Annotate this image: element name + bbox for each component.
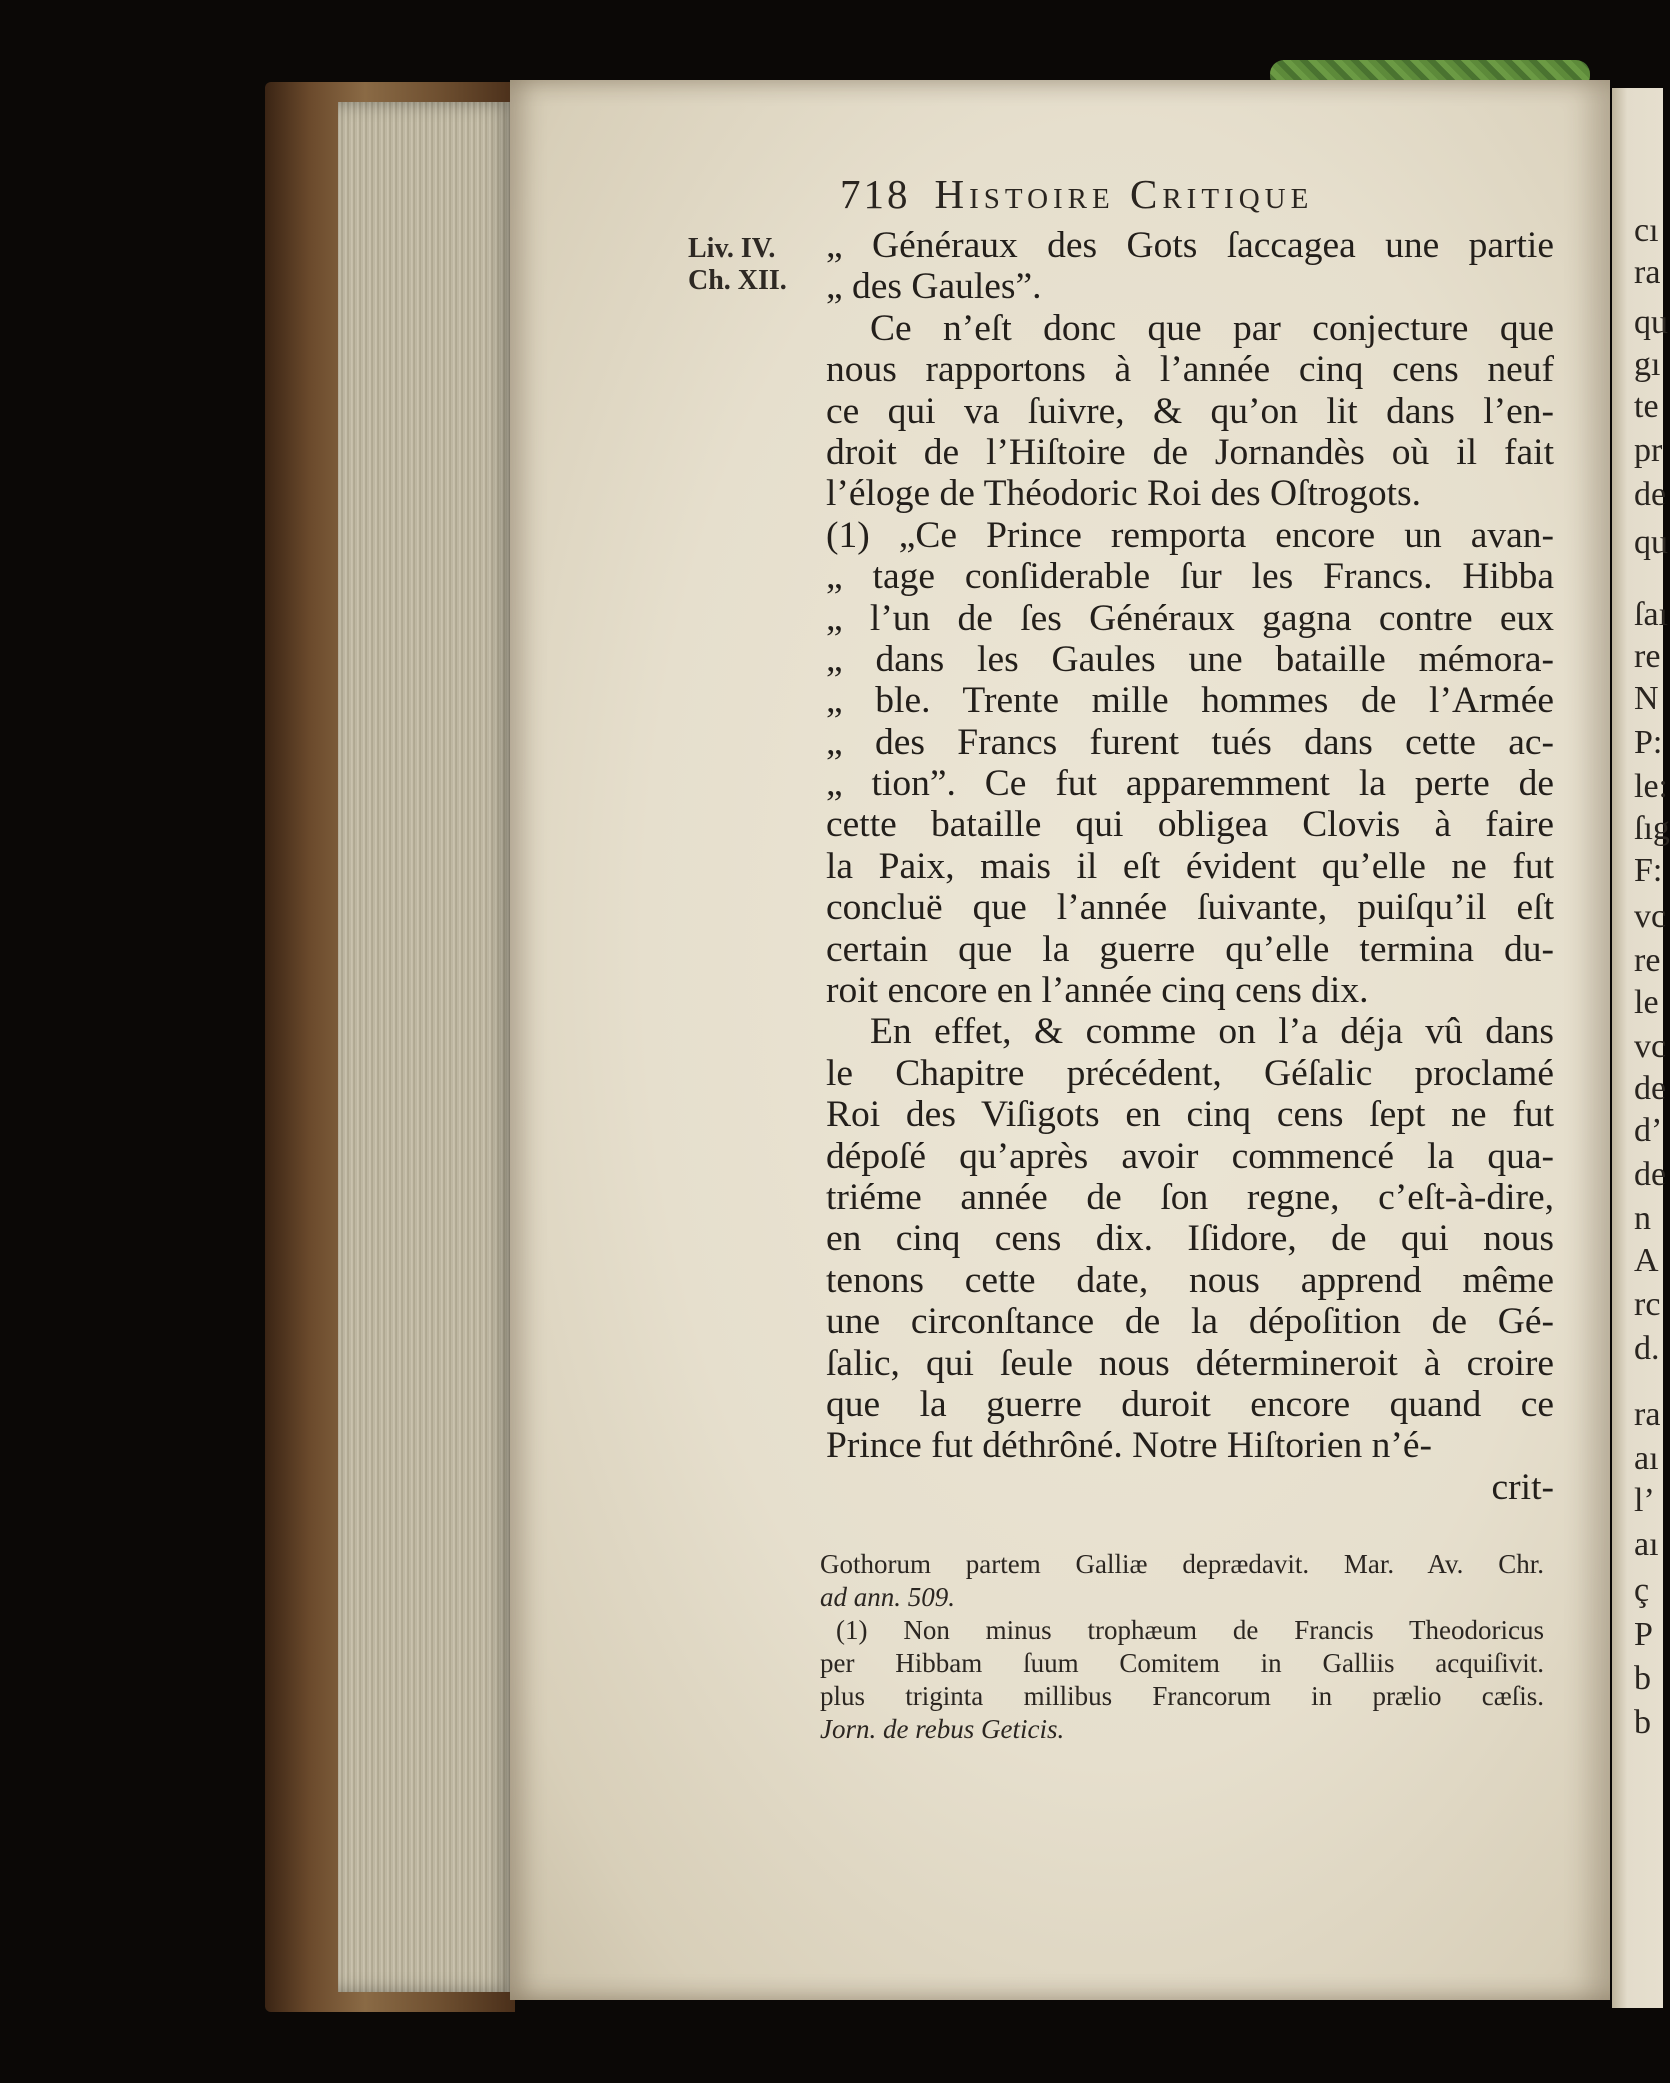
footnote-line: plus triginta millibus Francorum in prælio cæſis. — [820, 1681, 1544, 1711]
body-line: ſalic, qui ſeule nous détermineroit à croire — [826, 1342, 1554, 1384]
next-page-fragment: b — [1634, 1704, 1651, 1741]
body-line: dépoſé qu’après avoir commencé la qua- — [826, 1135, 1554, 1177]
next-page-fragment: vc — [1634, 898, 1667, 935]
next-page-fragment: n — [1634, 1200, 1651, 1237]
next-page-fragment: l’ — [1634, 1482, 1655, 1519]
body-line: „ des Francs furent tués dans cette ac- — [826, 721, 1554, 763]
body-line: tenons cette date, nous apprend même — [826, 1259, 1554, 1301]
body-line: „ dans les Gaules une bataille mémora- — [826, 638, 1554, 680]
next-page-fragment: de — [1634, 476, 1667, 513]
next-page-fragment: pr — [1634, 432, 1663, 469]
page-number: 718 — [840, 171, 911, 217]
body-line: cette bataille qui obligea Clovis à faire — [826, 804, 1554, 846]
next-page-fragment: te — [1634, 388, 1659, 425]
next-page-fragment: le: — [1634, 768, 1668, 805]
body-line: en cinq cens dix. Iſidore, de qui nous — [826, 1218, 1554, 1260]
next-page-fragment: qu — [1634, 304, 1668, 341]
body-line: En effet, & comme on l’a déja vû dans — [870, 1011, 1554, 1053]
next-page-fragment: de — [1634, 1070, 1667, 1107]
next-page-fragment: ſıg — [1634, 810, 1670, 847]
body-line: une circonſtance de la dépoſition de Gé- — [826, 1301, 1554, 1343]
body-line: „ tion”. Ce fut apparemment la perte de — [826, 763, 1554, 805]
body-line: concluë que l’année ſuivante, puiſqu’il eſt — [826, 887, 1554, 929]
body-line: nous rapportons à l’année cinq cens neuf — [826, 349, 1554, 391]
next-page-fragment: vc — [1634, 1028, 1667, 1065]
next-page-fragment: qu — [1634, 524, 1668, 561]
next-page-fragment: aı — [1634, 1526, 1659, 1563]
body-line: „ l’un de ſes Généraux gagna contre eux — [826, 597, 1554, 639]
footnote-line: (1) Non minus trophæum de Francis Theodoricus — [836, 1615, 1544, 1645]
next-page-fragment: aı — [1634, 1440, 1659, 1477]
next-page-fragment: cı — [1634, 212, 1659, 249]
body-line: „ Généraux des Gots ſaccagea une partie — [826, 225, 1554, 266]
body-line: (1) „Ce Prince remporta encore un avan- — [826, 514, 1554, 556]
next-page-fragment: le — [1634, 984, 1659, 1021]
next-page-fragment: d. — [1634, 1330, 1660, 1367]
body-line: „ des Gaules”. — [826, 266, 1042, 308]
body-line: roit encore en l’année cinq cens dix. — [826, 970, 1369, 1012]
body-line: Ce n’eſt donc que par conjecture que — [870, 307, 1554, 349]
page-block-edges — [338, 102, 514, 1992]
body-line: l’éloge de Théodoric Roi des Oſtrogots. — [826, 473, 1422, 515]
next-page-fragment: gı — [1634, 346, 1661, 383]
next-page-fragment: d’ — [1634, 1112, 1663, 1149]
next-page-fragment: re — [1634, 942, 1661, 979]
next-page-fragment: ſaı — [1634, 596, 1668, 633]
next-page-fragment: P: — [1634, 724, 1663, 761]
next-page-fragment: F: — [1634, 852, 1663, 889]
footnote-line: ad ann. 509. — [820, 1582, 955, 1612]
running-title: Histoire Critique — [934, 171, 1314, 217]
body-text — [826, 225, 1554, 1508]
next-page-fragment: ra — [1634, 1396, 1661, 1433]
body-line: Prince fut déthrôné. Notre Hiſtorien n’é- — [826, 1425, 1433, 1467]
margin-note-chapter: Ch. XII. — [688, 265, 787, 296]
body-line: que la guerre duroit encore quand ce — [826, 1383, 1554, 1425]
body-line: certain que la guerre qu’elle termina du- — [826, 928, 1554, 970]
body-line: triéme année de ſon regne, c’eſt-à-dire, — [826, 1176, 1554, 1218]
body-line: ce qui va ſuivre, & qu’on lit dans l’en- — [826, 390, 1554, 432]
margin-note-book: Liv. IV. — [688, 233, 776, 264]
next-page-fragment: A — [1634, 1242, 1659, 1279]
next-page-fragment: re — [1634, 638, 1661, 675]
next-page-fragment: ç — [1634, 1572, 1650, 1609]
next-page-fragment: de — [1634, 1156, 1667, 1193]
body-line: la Paix, mais il eſt évident qu’elle ne fut — [826, 845, 1554, 887]
body-line: Roi des Viſigots en cinq cens ſept ne fut — [826, 1094, 1554, 1136]
body-line: droit de l’Hiſtoire de Jornandès où il fait — [826, 431, 1554, 473]
body-line: „ tage conſiderable ſur les Francs. Hibba — [826, 556, 1554, 598]
next-page-fragment: rc — [1634, 1286, 1661, 1323]
footnotes — [820, 1548, 1544, 1746]
next-page-fragment: ra — [1634, 254, 1661, 291]
body-line: „ ble. Trente mille hommes de l’Armée — [826, 680, 1554, 722]
footnote-line: Gothorum partem Galliæ deprædavit. Mar. Av. Chr. — [820, 1549, 1544, 1579]
running-header — [840, 170, 1480, 220]
body-line: crit- — [1491, 1466, 1554, 1508]
footnote-line: Jorn. de rebus Geticis. — [820, 1714, 1065, 1744]
next-page-fragment: b — [1634, 1660, 1651, 1697]
next-page-fragment: P — [1634, 1616, 1653, 1653]
body-line: le Chapitre précédent, Géſalic proclamé — [826, 1052, 1554, 1094]
next-page-fragment: N — [1634, 680, 1659, 717]
footnote-line: per Hibbam ſuum Comitem in Galliis acquiſivit. — [820, 1648, 1544, 1678]
